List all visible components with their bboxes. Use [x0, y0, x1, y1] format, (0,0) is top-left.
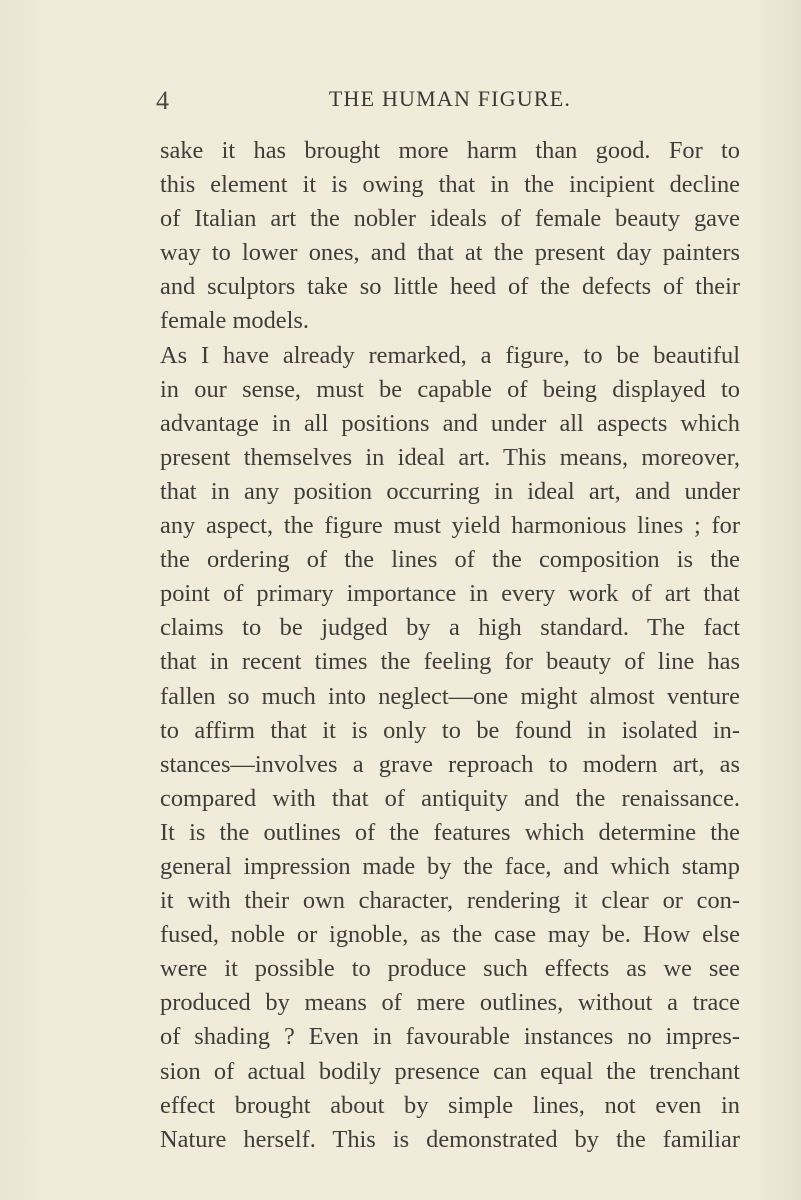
- text-line: present themselves in ideal art. This means, moreover,: [160, 443, 740, 471]
- text-line: that in any position occurring in ideal art, and under: [160, 477, 740, 505]
- running-title: THE HUMAN FIGURE.: [328, 86, 572, 111]
- text-line: stances—involves a grave reproach to modern art, as: [160, 750, 740, 778]
- text-line: fused, noble or ignoble, as the case may be. How else: [160, 921, 740, 949]
- text-line: point of primary importance in every work of art that: [160, 580, 740, 608]
- running-head: [156, 86, 740, 118]
- body-text: [160, 134, 740, 1157]
- text-line: of shading ? Even in favourable instances no impres-: [160, 1023, 740, 1051]
- text-line: were it possible to produce such effects as we see: [160, 955, 740, 983]
- text-line: advantage in all positions and under all aspects which: [160, 409, 740, 437]
- text-line: way to lower ones, and that at the present day painters: [160, 239, 740, 267]
- text-line: it with their own character, rendering it clear or con-: [160, 887, 740, 915]
- text-line: fallen so much into neglect—one might almost venture: [160, 682, 740, 710]
- text-line: the ordering of the lines of the composition is the: [160, 546, 740, 574]
- text-line: of Italian art the nobler ideals of female beauty gave: [160, 205, 740, 233]
- text-line: claims to be judged by a high standard. The fact: [160, 614, 740, 642]
- text-line: Nature herself. This is demonstrated by the familiar: [160, 1125, 740, 1153]
- text-line: general impression made by the face, and which stamp: [160, 852, 740, 880]
- text-line: It is the outlines of the features which determine the: [160, 818, 740, 846]
- text-line: female models.: [160, 307, 309, 335]
- page-number: 4: [156, 86, 169, 115]
- text-line: any aspect, the figure must yield harmonious lines ; for: [160, 512, 740, 540]
- text-line: sake it has brought more harm than good. For to: [160, 137, 740, 164]
- text-line: and sculptors take so little heed of the defects of their: [160, 273, 740, 301]
- text-line: effect brought about by simple lines, not even in: [160, 1091, 740, 1119]
- text-line: produced by means of mere outlines, without a trace: [160, 989, 740, 1017]
- text-line: compared with that of antiquity and the renaissance.: [160, 784, 740, 812]
- text-line: that in recent times the feeling for beauty of line has: [160, 648, 740, 676]
- text-line: in our sense, must be capable of being displayed to: [160, 375, 740, 403]
- text-line: this element it is owing that in the incipient decline: [160, 171, 740, 199]
- text-line: sion of actual bodily presence can equal the trenchant: [160, 1057, 740, 1085]
- text-line: to affirm that it is only to be found in isolated in-: [160, 716, 740, 744]
- text-line: As I have already remarked, a figure, to be beautiful: [160, 341, 740, 369]
